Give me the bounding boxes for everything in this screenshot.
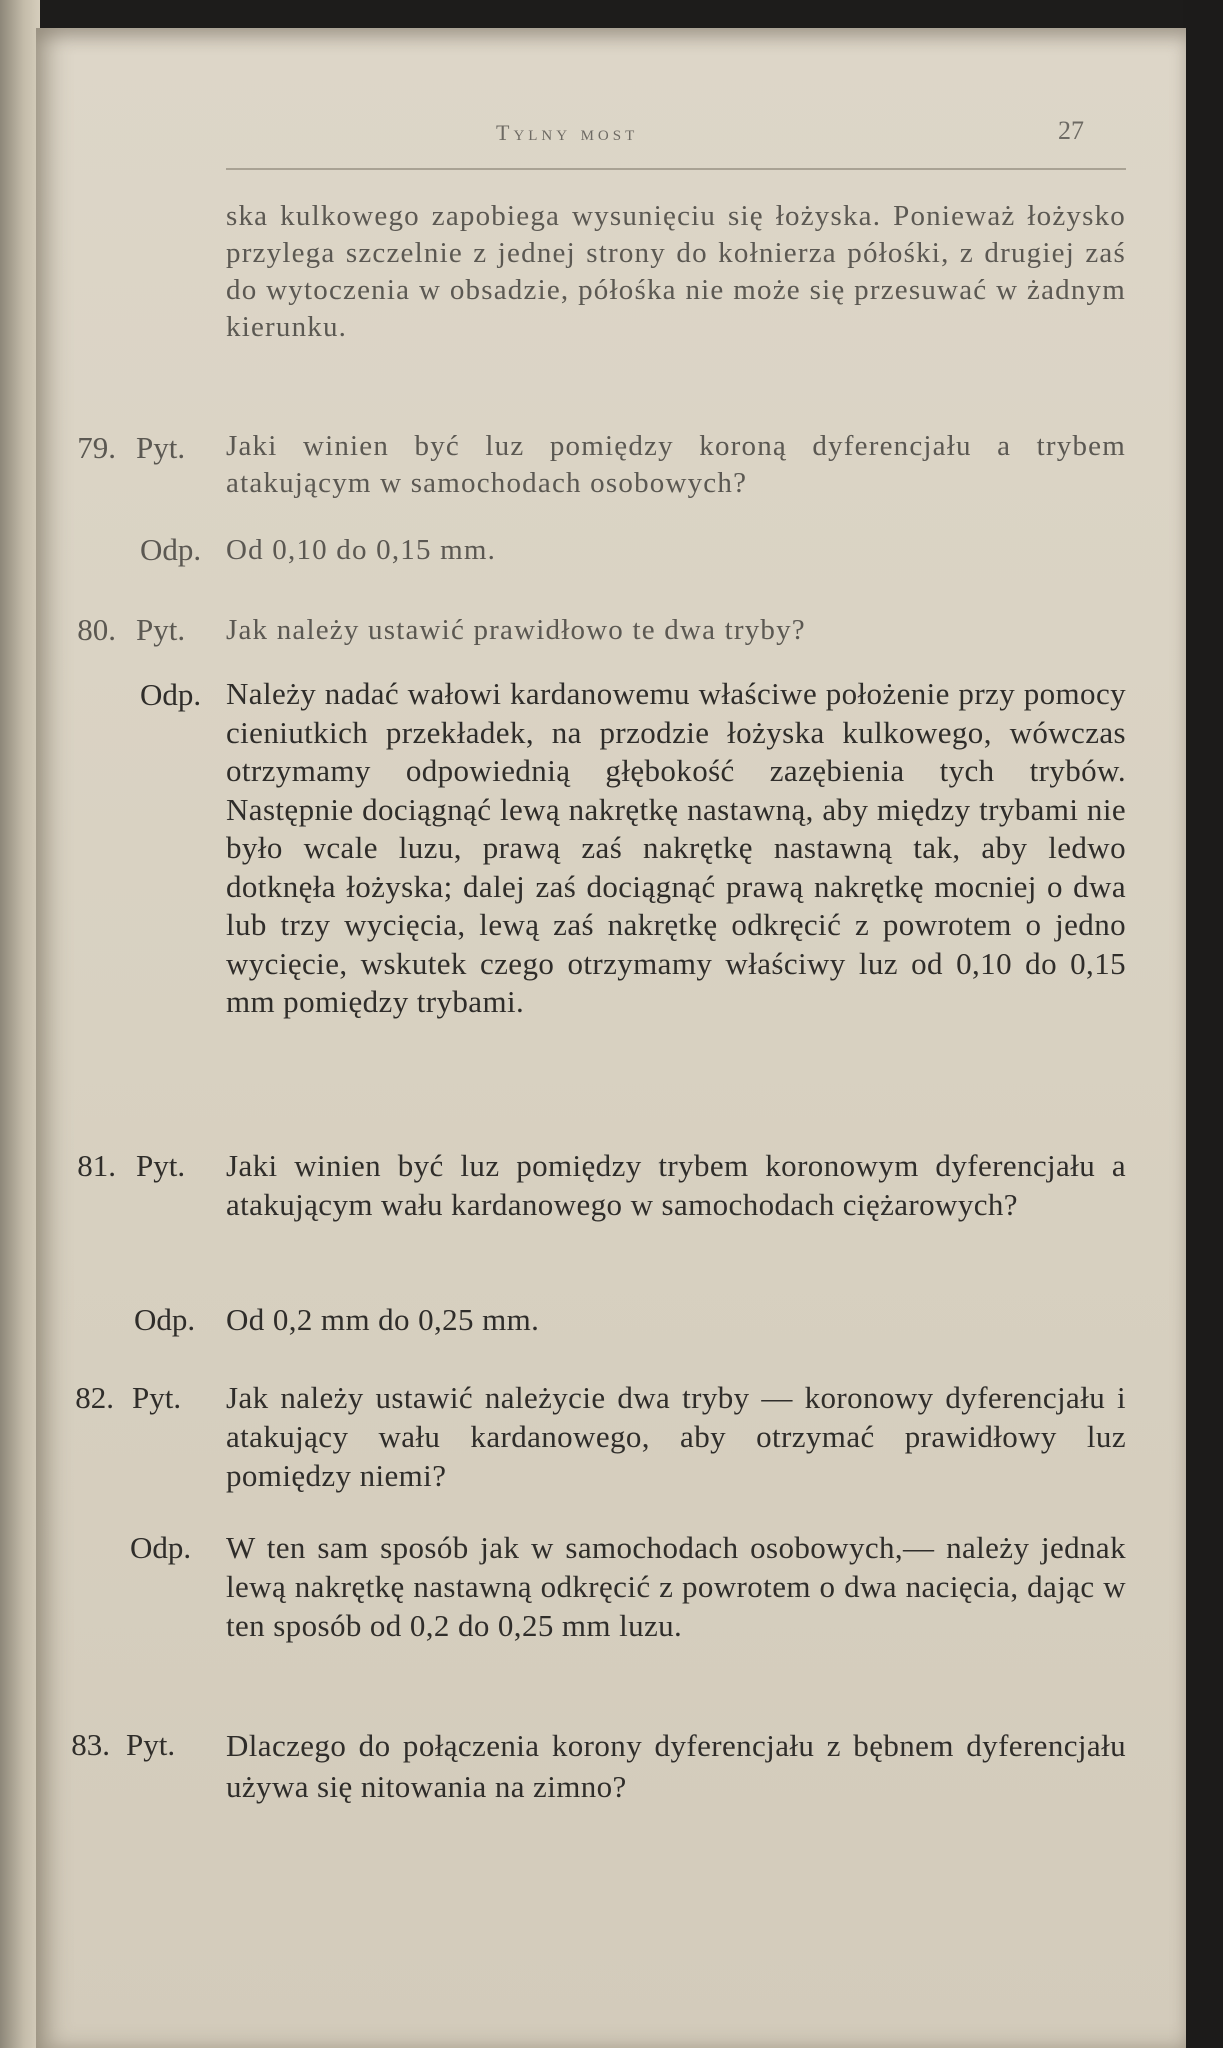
qa-79-answer (36, 530, 1186, 570)
qa-81-answer (36, 1300, 1186, 1340)
qa-80-question (36, 610, 1186, 650)
answer-text: Od 0,10 do 0,15 mm. (226, 534, 497, 566)
question-number: 83. (71, 1727, 110, 1762)
qa-79-question (36, 428, 1186, 508)
question-label: Pyt. (136, 612, 186, 647)
book-page (36, 28, 1186, 2048)
question-number: 80. (77, 612, 116, 647)
qa-82-answer (36, 1528, 1186, 1658)
qa-81-question (36, 1146, 1186, 1276)
question-label: Pyt. (136, 430, 186, 465)
continuation-paragraph (36, 198, 1186, 428)
question-number: 82. (75, 1380, 114, 1415)
answer-label: Odp. (134, 1302, 196, 1337)
question-text: Dlaczego do połączenia korony dyferencjału z bębnem dyferencjału używa się nitowania na zimno? (226, 1728, 1126, 1804)
header-rule (226, 168, 1126, 170)
page-number: 27 (1058, 116, 1084, 145)
answer-text: Od 0,2 mm do 0,25 mm. (226, 1302, 540, 1337)
answer-label: Odp. (140, 677, 202, 712)
previous-page-edge (0, 0, 40, 2048)
answer-label: Odp. (140, 532, 202, 567)
question-text: Jaki winien być luz pomiędzy trybem koronowym dyferencjału a atakującym wału kardanowego w samochodach ciężarowych? (226, 1148, 1126, 1222)
question-text: Jaki winien być luz pomiędzy koroną dyferencjału a trybem atakującym w samochodach osobowych? (226, 430, 1126, 499)
answer-label: Odp. (130, 1530, 192, 1565)
background-right (1183, 0, 1223, 2048)
question-label: Pyt. (136, 1148, 186, 1183)
question-number: 81. (77, 1148, 116, 1183)
question-text: Jak należy ustawić należycie dwa tryby — koronowy dyferencjału i atakujący wału kardanowego, aby otrzymać prawidłowy luz pomiędzy niemi? (226, 1380, 1126, 1493)
continuation-text: ska kulkowego zapobiega wysunięciu się łożyska. Ponieważ łożysko przylega szczelnie z jednej strony do kołnierza półośki, z drugiej zaś do wytoczenia w obsadzie, półośka nie może się przesuwać w żadnym kierunku. (226, 200, 1126, 343)
running-head (36, 116, 1186, 160)
question-number: 79. (77, 430, 116, 465)
running-head-title: Tylny most (496, 120, 639, 145)
answer-text: W ten sam sposób jak w samochodach osobowych,— należy jednak lewą nakrętkę nastawną odkręcić z powrotem o dwa nacięcia, dając w ten sposób od 0,2 do 0,25 mm luzu. (226, 1530, 1126, 1643)
question-text: Jak należy ustawić prawidłowo te dwa tryby? (226, 614, 806, 646)
question-label: Pyt. (126, 1727, 176, 1762)
answer-text: Należy nadać wałowi kardanowemu właściwe położenie przy pomocy cieniutkich przekładek, na przodzie łożyska kulkowego, wówczas otrzymamy odpowiednią głębokość zazębienia tych trybów. Następnie dociągnąć lewą nakrętkę nastawną, aby między trybami nie było wcale luzu, prawą zaś nakrętkę nastawną tak, aby ledwo dotknęła łożyska; dalej zaś dociągnąć prawą nakrętkę mocniej o dwa lub trzy wycięcia, lewą zaś nakrętkę odkręcić z powrotem o jedno wycięcie, wskutek czego otrzymamy właściwy luz od 0,10 do 0,15 mm pomiędzy trybami. (226, 676, 1126, 1019)
qa-80-answer (36, 675, 1186, 1125)
qa-83-question (36, 1725, 1186, 1815)
qa-82-question (36, 1378, 1186, 1508)
question-label: Pyt. (132, 1380, 182, 1415)
